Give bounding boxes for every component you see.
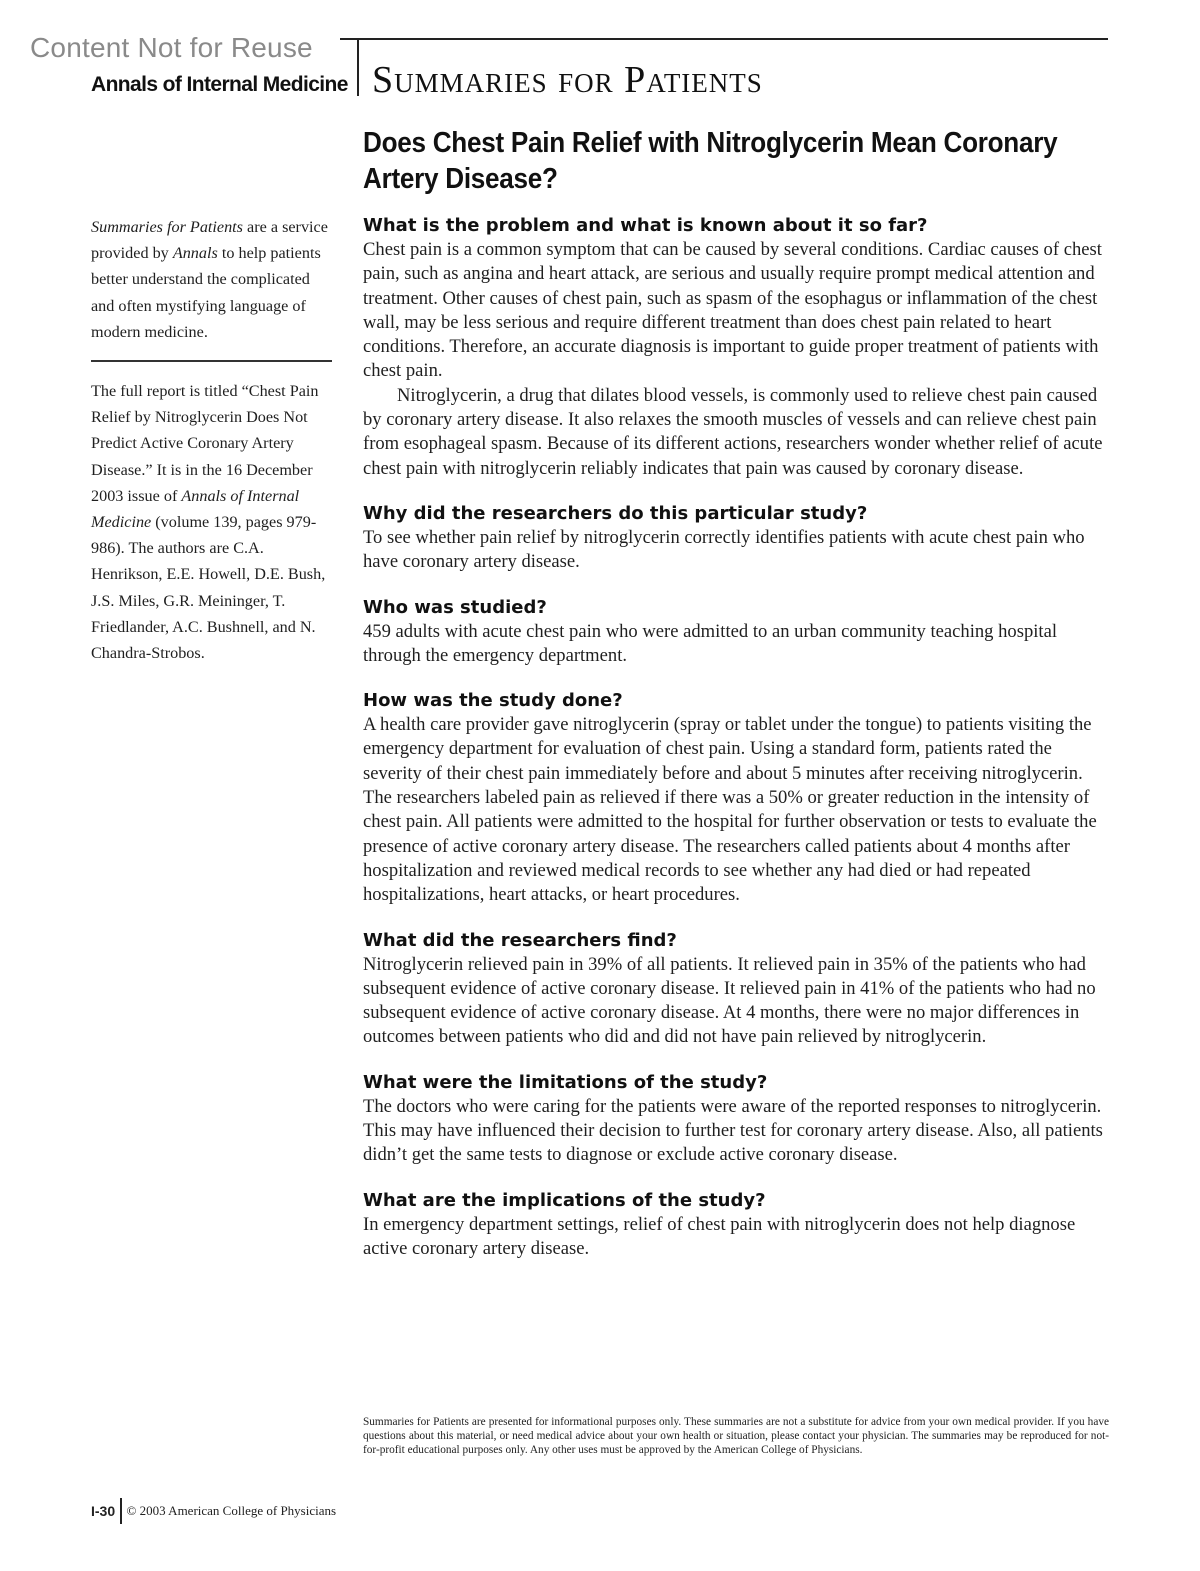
- section-heading: What were the limitations of the study?: [363, 1071, 768, 1093]
- journal-name: Annals of Internal Medicine: [91, 73, 348, 96]
- article-title: Does Chest Pain Relief with Nitroglycerin Mean Coronary Artery Disease?: [363, 127, 1058, 195]
- section-paragraph: 459 adults with acute chest pain who were admitted to an urban community teaching hospital through the emergency department.: [363, 620, 1057, 666]
- copyright: © 2003 American College of Physicians: [126, 1503, 337, 1518]
- section-heading: What is the problem and what is known about it so far?: [363, 215, 928, 236]
- page-footer: [91, 1497, 336, 1525]
- sidebar-report-journal: Annals of Internal Medicine: [91, 486, 300, 532]
- section-heading: How was the study done?: [363, 690, 623, 712]
- section-problem: [363, 214, 1109, 481]
- section-heading: Who was studied?: [363, 596, 547, 618]
- section-paragraph: To see whether pain relief by nitroglycerin correctly identifies patients with acute chest pain who have coronary artery disease.: [363, 526, 1085, 573]
- sidebar-intro-text: are a service provided by: [91, 218, 328, 263]
- section-who: [363, 596, 1109, 669]
- section-heading: What did the researchers find?: [363, 929, 677, 951]
- section-title: Summaries for Patients: [372, 59, 763, 101]
- sidebar-intro-journal: Annals: [172, 244, 218, 263]
- sidebar-intro-series: Summaries for Patients: [91, 218, 243, 236]
- footer-divider: [120, 1498, 121, 1524]
- section-paragraph: Chest pain is a common symptom that can be caused by several conditions. Cardiac causes of chest pain, such as angina and heart attack, are serious and usually require prompt medical attention and treatment. Other causes of chest pain, such as spasm of the esophagus or inflammation of the chest wall, may be less serious and require different treatment than does chest pain related to heart conditions. Therefore, an accurate diagnosis is important to guide proper treatment of patients with chest pain.: [363, 239, 1102, 382]
- disclaimer: Summaries for Patients are presented for informational purposes only. These summaries are not a substitute for advice from your own medical provider. If you have questions about this material, or need medical advice about your own health or situation, please contact your physician. The summaries may be reproduced for not-for-profit educational purposes only. Any other uses must be approved by the American College of Physicians.: [363, 1416, 1109, 1456]
- header-rule: [340, 38, 1108, 40]
- section-paragraph: In emergency department settings, relief of chest pain with nitroglycerin does not help diagnose active coronary artery disease.: [363, 1213, 1076, 1259]
- section-how: [363, 689, 1109, 907]
- section-paragraph: A health care provider gave nitroglycerin (spray or tablet under the tongue) to patients visiting the emergency department for evaluation of chest pain. Using a standard form, patients rated the severity of their chest pain immediately before and about 5 minutes after receiving nitroglycerin. The researchers labeled pain as relieved if there was a 50% or greater reduction in the intensity of chest pain. All patients were admitted to the hospital for further observation or tests to evaluate the presence of active coronary artery disease. The researchers called patients about 4 months after hospitalization and reviewed medical records to see whether any had died or had repeated hospitalizations, heart attacks, or heart procedures.: [363, 714, 1097, 906]
- section-paragraph: Nitroglycerin, a drug that dilates blood vessels, is commonly used to relieve chest pain caused by coronary artery disease. It also relaxes the smooth muscles of vessels and can relieve chest pain from esophageal spasm. Because of its different actions, researchers wonder whether relief of acute chest pain with nitroglycerin reliably indicates that pain was caused by coronary disease.: [363, 384, 1103, 479]
- article-body: [363, 125, 1109, 1282]
- sidebar-divider: [91, 360, 332, 362]
- section-paragraph: Nitroglycerin relieved pain in 39% of all patients. It relieved pain in 35% of the patients who had subsequent evidence of active coronary disease. It relieved pain in 41% of the patients who had no subsequent evidence of active coronary disease. At 4 months, there were no major differences in outcomes between patients who did and did not have pain relieved by nitroglycerin.: [363, 953, 1096, 1048]
- section-why: [363, 502, 1109, 575]
- watermark: Content Not for Reuse: [30, 32, 313, 63]
- sidebar-intro-text-end: to help patients better understand the complicated and often mystifying language of modern medicine.: [91, 244, 321, 341]
- page-number: I-30: [91, 1503, 116, 1519]
- section-paragraph: The doctors who were caring for the patients were aware of the reported responses to nitroglycerin. This may have influenced their decision to further test for coronary artery disease. Also, all patients didn’t get the same tests to diagnose or exclude active coronary disease.: [363, 1095, 1103, 1166]
- section-heading: Why did the researchers do this particular study?: [363, 502, 868, 524]
- section-heading: What are the implications of the study?: [363, 1189, 766, 1211]
- section-findings: [363, 929, 1109, 1050]
- sidebar-report: [91, 378, 336, 666]
- section-implications: [363, 1189, 1109, 1262]
- header-divider: [357, 38, 359, 96]
- section-limitations: [363, 1071, 1109, 1168]
- sidebar-intro: [91, 214, 336, 345]
- sidebar-report-authors: (volume 139, pages 979-986). The authors are C.A. Henrikson, E.E. Howell, D.E. Bush, J.S. Miles, G.R. Meininger, T. Friedlander, A.C. Bushnell, and N. Chandra-Strobos.: [91, 513, 326, 663]
- sidebar-report-text: The full report is titled “Chest Pain Relief by Nitroglycerin Does Not Predict Active Coronary Artery Disease.” It is in the 16 December 2003 issue of: [91, 382, 319, 505]
